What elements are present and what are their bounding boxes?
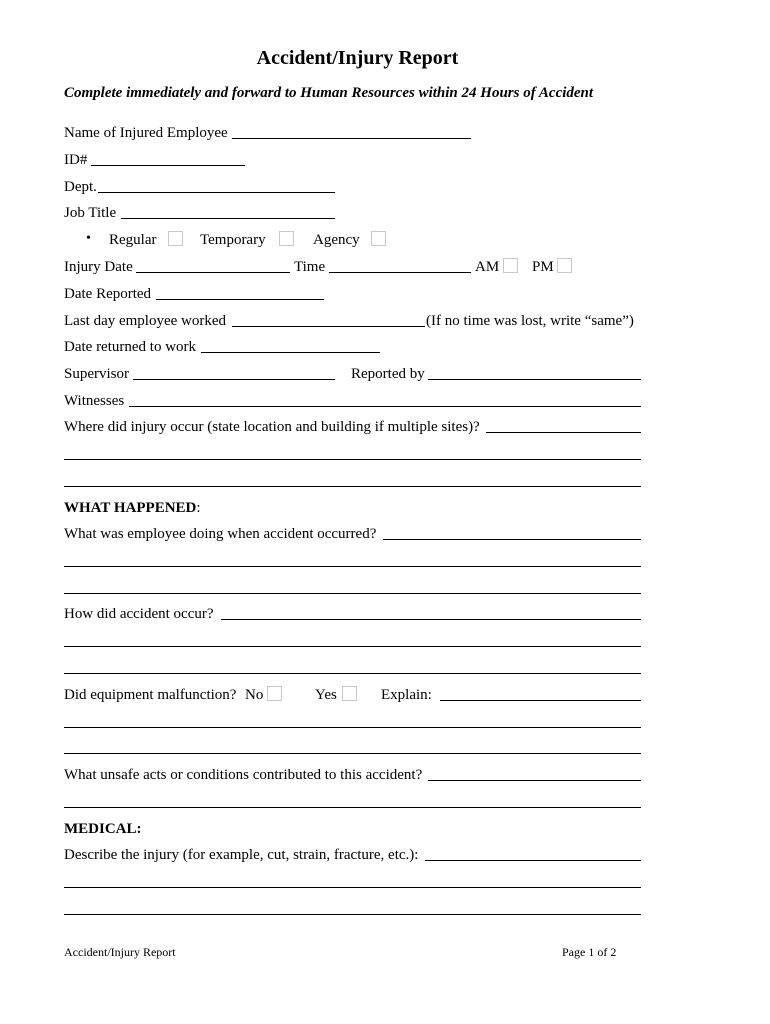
am-checkbox[interactable] (503, 258, 518, 273)
time-label: Time (294, 259, 326, 275)
am-label: AM (475, 259, 500, 275)
describe-injury-line-3[interactable] (64, 914, 641, 915)
doing-label: What was employee doing when accident occurred? (64, 526, 377, 542)
witnesses-field[interactable] (129, 406, 641, 407)
date-reported-field[interactable] (156, 299, 324, 300)
unsafe-label: What unsafe acts or conditions contributed to this accident? (64, 767, 423, 783)
what-happened-heading (64, 499, 201, 517)
pm-checkbox[interactable] (557, 258, 572, 273)
doing-field-line-3[interactable] (64, 593, 641, 594)
how-label: How did accident occur? (64, 606, 214, 622)
job-title-label: Job Title (64, 205, 117, 221)
reported-by-field[interactable] (428, 379, 641, 380)
yes-checkbox[interactable] (342, 686, 357, 701)
where-label: Where did injury occur (state location and building if multiple sites)? (64, 419, 480, 435)
pm-label: PM (532, 259, 554, 275)
footer-page-number: Page 1 of 2 (562, 945, 617, 959)
doing-field-line-2[interactable] (64, 566, 641, 567)
unsafe-field[interactable] (428, 780, 641, 781)
describe-injury-label: Describe the injury (for example, cut, strain, fracture, etc.): (64, 847, 419, 863)
agency-checkbox[interactable] (371, 231, 386, 246)
injury-date-label: Injury Date (64, 259, 133, 275)
no-label: No (245, 687, 264, 703)
last-day-label: Last day employee worked (64, 313, 227, 329)
footer-title: Accident/Injury Report (64, 945, 176, 959)
supervisor-label: Supervisor (64, 366, 129, 382)
unsafe-field-line-2[interactable] (64, 807, 641, 808)
last-day-note: (If no time was lost, write “same”) (426, 313, 634, 329)
regular-checkbox[interactable] (168, 231, 183, 246)
date-returned-label: Date returned to work (64, 339, 197, 355)
how-field-line-2[interactable] (64, 646, 641, 647)
page-subtitle: Complete immediately and forward to Human Resources within 24 Hours of Accident (64, 85, 594, 101)
agency-label: Agency (313, 232, 360, 248)
temporary-label: Temporary (200, 232, 266, 248)
explain-field[interactable] (440, 700, 641, 701)
explain-label: Explain: (381, 687, 432, 703)
describe-injury-field[interactable] (425, 860, 641, 861)
date-returned-field[interactable] (201, 352, 380, 353)
reported-by-label: Reported by (351, 366, 425, 382)
time-field[interactable] (329, 272, 471, 273)
id-label: ID# (64, 152, 88, 168)
name-label: Name of Injured Employee (64, 125, 228, 141)
dept-field[interactable] (98, 192, 335, 193)
dept-label: Dept. (64, 179, 97, 195)
injury-date-field[interactable] (136, 272, 290, 273)
explain-field-line-2[interactable] (64, 727, 641, 728)
where-field-line-2[interactable] (64, 459, 641, 460)
bullet-icon: • (86, 231, 91, 246)
describe-injury-line-2[interactable] (64, 887, 641, 888)
regular-label: Regular (109, 232, 157, 248)
explain-field-line-3[interactable] (64, 753, 641, 754)
witnesses-label: Witnesses (64, 393, 125, 409)
where-field[interactable] (486, 432, 641, 433)
name-field[interactable] (232, 138, 471, 139)
page-title: Accident/Injury Report (256, 47, 459, 69)
yes-label: Yes (315, 687, 337, 703)
doing-field[interactable] (383, 539, 641, 540)
equipment-label: Did equipment malfunction? (64, 687, 237, 703)
what-happened-title: WHAT HAPPENED (64, 500, 197, 516)
last-day-field[interactable] (232, 326, 425, 327)
temporary-checkbox[interactable] (279, 231, 294, 246)
what-happened-colon: : (196, 500, 201, 516)
no-checkbox[interactable] (267, 686, 282, 701)
how-field-line-3[interactable] (64, 673, 641, 674)
how-field[interactable] (221, 619, 641, 620)
date-reported-label: Date Reported (64, 286, 152, 302)
where-field-line-3[interactable] (64, 486, 641, 487)
supervisor-field[interactable] (133, 379, 335, 380)
id-field[interactable] (91, 165, 245, 166)
medical-heading: MEDICAL: (64, 821, 142, 837)
job-title-field[interactable] (121, 218, 335, 219)
